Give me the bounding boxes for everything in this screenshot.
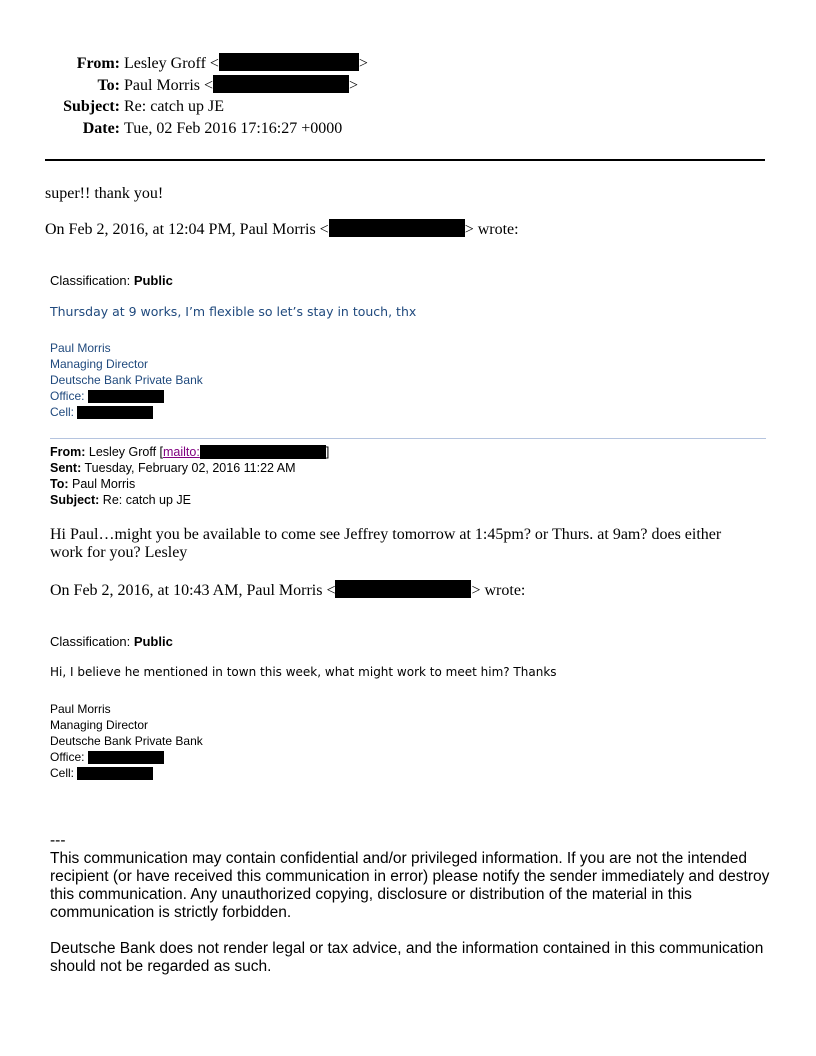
quote-prefix: On Feb 2, 2016, at 10:43 AM, Paul Morris < xyxy=(50,582,336,599)
forward-subject-row xyxy=(50,492,329,508)
classification-value: Public xyxy=(133,273,173,288)
forward-to-value: Paul Morris xyxy=(68,477,136,491)
header-to-label: To: xyxy=(97,77,120,94)
message-body: Hi Paul…might you be available to come see Jeffrey tomorrow at 1:45pm? or Thurs. at 9am? does either work for you? Lesley xyxy=(50,526,722,561)
signature-block xyxy=(50,340,203,420)
redaction-box xyxy=(219,53,359,71)
signature-company: Deutsche Bank Private Bank xyxy=(50,373,203,387)
disclaimer-paragraph: Deutsche Bank does not render legal or tax advice, and the information contained in this communication should not be regarded as such. xyxy=(50,940,764,975)
classification-value: Public xyxy=(133,634,173,649)
header-date-label: Date: xyxy=(82,120,120,137)
redaction-box xyxy=(329,219,465,237)
header-subject-label: Subject: xyxy=(63,98,120,115)
message-body: Hi, I believe he mentioned in town this week, what might work to meet him? Thanks xyxy=(50,665,557,679)
forward-from-label: From: xyxy=(50,445,86,459)
forward-subject-value: Re: catch up JE xyxy=(99,493,192,507)
header-to-value: Paul Morris < xyxy=(124,77,214,94)
header-to-row xyxy=(0,75,600,96)
header-date-row xyxy=(0,119,600,139)
forward-subject-label: Subject: xyxy=(50,493,100,507)
redaction-box xyxy=(335,580,471,598)
disclaimer-separator: --- xyxy=(50,832,66,849)
forward-to-label: To: xyxy=(50,477,69,491)
header-subject-row xyxy=(0,97,600,117)
redaction-box xyxy=(88,390,164,403)
disclaimer-paragraph: This communication may contain confidential and/or privileged information. If you are not the intended recipient (or have received this communication in error) please notify the sender immediately and destroy this communication. Any unauthorized copying, disclosure or distribution of the material in this communication is strictly forbidden. xyxy=(50,850,770,921)
header-from-label: From: xyxy=(76,55,120,72)
forward-from-row xyxy=(50,444,329,460)
message-body: Thursday at 9 works, I’m flexible so let’s stay in touch, thx xyxy=(50,304,417,319)
quote-line xyxy=(50,580,525,601)
signature-block xyxy=(50,701,203,781)
quote-suffix: > wrote: xyxy=(471,582,526,599)
mailto-link[interactable]: mailto: xyxy=(163,445,200,459)
classification-label: Classification: xyxy=(50,273,134,288)
quote-suffix: > wrote: xyxy=(464,221,519,238)
redaction-box xyxy=(77,767,153,780)
signature-office xyxy=(50,388,203,404)
signature-title: Managing Director xyxy=(50,718,149,732)
forward-sent-label: Sent: xyxy=(50,461,82,475)
classification-line xyxy=(50,634,173,649)
header-date-value: Tue, 02 Feb 2016 17:16:27 +0000 xyxy=(124,120,343,137)
signature-name: Paul Morris xyxy=(50,341,111,355)
redaction-box xyxy=(88,751,164,764)
signature-cell xyxy=(50,765,203,781)
office-label: Office: xyxy=(50,750,85,764)
signature-title: Managing Director xyxy=(50,357,149,371)
office-label: Office: xyxy=(50,389,85,403)
header-from-close: > xyxy=(358,55,368,72)
signature-office xyxy=(50,749,203,765)
forward-from-close: ] xyxy=(325,445,330,459)
header-subject-value: Re: catch up JE xyxy=(124,98,224,115)
quote-prefix: On Feb 2, 2016, at 12:04 PM, Paul Morris < xyxy=(45,221,329,238)
forward-to-row xyxy=(50,476,329,492)
forward-header xyxy=(50,444,329,508)
classification-label: Classification: xyxy=(50,634,134,649)
classification-line xyxy=(50,273,173,288)
forward-sent-row xyxy=(50,460,329,476)
redaction-box xyxy=(200,445,326,459)
forward-from-value: Lesley Groff [ xyxy=(85,445,164,459)
header-from-value: Lesley Groff < xyxy=(124,55,219,72)
redaction-box xyxy=(77,406,153,419)
signature-name: Paul Morris xyxy=(50,702,111,716)
forward-divider xyxy=(50,438,766,439)
redaction-box xyxy=(213,75,349,93)
signature-cell xyxy=(50,404,203,420)
header-to-close: > xyxy=(349,77,359,94)
cell-label: Cell: xyxy=(50,405,75,419)
signature-company: Deutsche Bank Private Bank xyxy=(50,734,203,748)
reply-quote-line xyxy=(45,219,519,240)
forward-sent-value: Tuesday, February 02, 2016 11:22 AM xyxy=(81,461,296,475)
reply-body: super!! thank you! xyxy=(45,185,164,202)
header-divider xyxy=(45,159,765,161)
header-from-row xyxy=(0,53,600,74)
cell-label: Cell: xyxy=(50,766,75,780)
